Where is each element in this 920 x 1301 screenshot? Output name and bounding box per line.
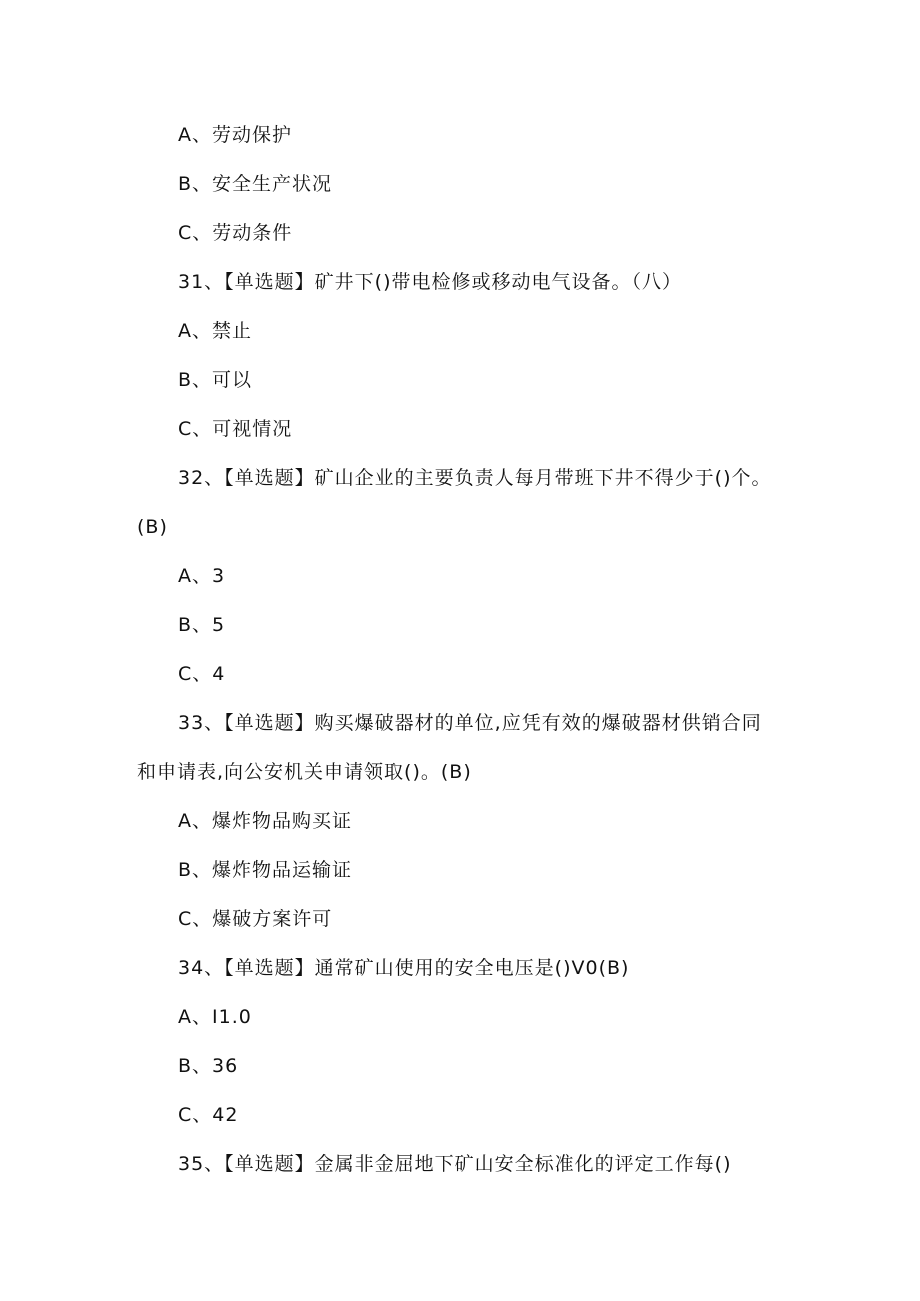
question-32-answer: (B): [137, 516, 168, 538]
option-b-q32: B、5: [178, 614, 226, 636]
option-b-q31: B、可以: [178, 369, 253, 391]
option-c-q30: C、劳动条件: [178, 222, 293, 244]
question-35: 35、【单选题】金属非金屈地下矿山安全标准化的评定工作每(): [178, 1153, 732, 1175]
option-a-q34: A、I1.0: [178, 1006, 252, 1028]
option-a-q31: A、禁止: [178, 320, 252, 342]
option-c-q31: C、可视情况: [178, 418, 293, 440]
option-c-q32: C、4: [178, 663, 226, 685]
option-c-q34: C、42: [178, 1104, 239, 1126]
option-c-q33: C、爆破方案许可: [178, 908, 333, 930]
option-b-q33: B、爆炸物品运输证: [178, 859, 353, 881]
option-a-q33: A、爆炸物品购买证: [178, 810, 352, 832]
option-b-q30: B、安全生产状况: [178, 173, 333, 195]
option-a-q32: A、3: [178, 565, 226, 587]
question-34: 34、【单选题】通常矿山使用的安全电压是()V0(B): [178, 957, 630, 979]
option-a-q30: A、劳动保护: [178, 124, 292, 146]
option-b-q34: B、36: [178, 1055, 239, 1077]
question-31: 31、【单选题】矿井下()带电检修或移动电气设备。（八）: [178, 271, 683, 293]
question-33-continuation: 和申请表,向公安机关申请领取()。(B): [137, 761, 472, 783]
question-32: 32、【单选题】矿山企业的主要负责人每月带班下井不得少于()个。: [178, 467, 772, 489]
question-33: 33、【单选题】购买爆破器材的单位,应凭有效的爆破器材供销合同: [178, 712, 762, 734]
